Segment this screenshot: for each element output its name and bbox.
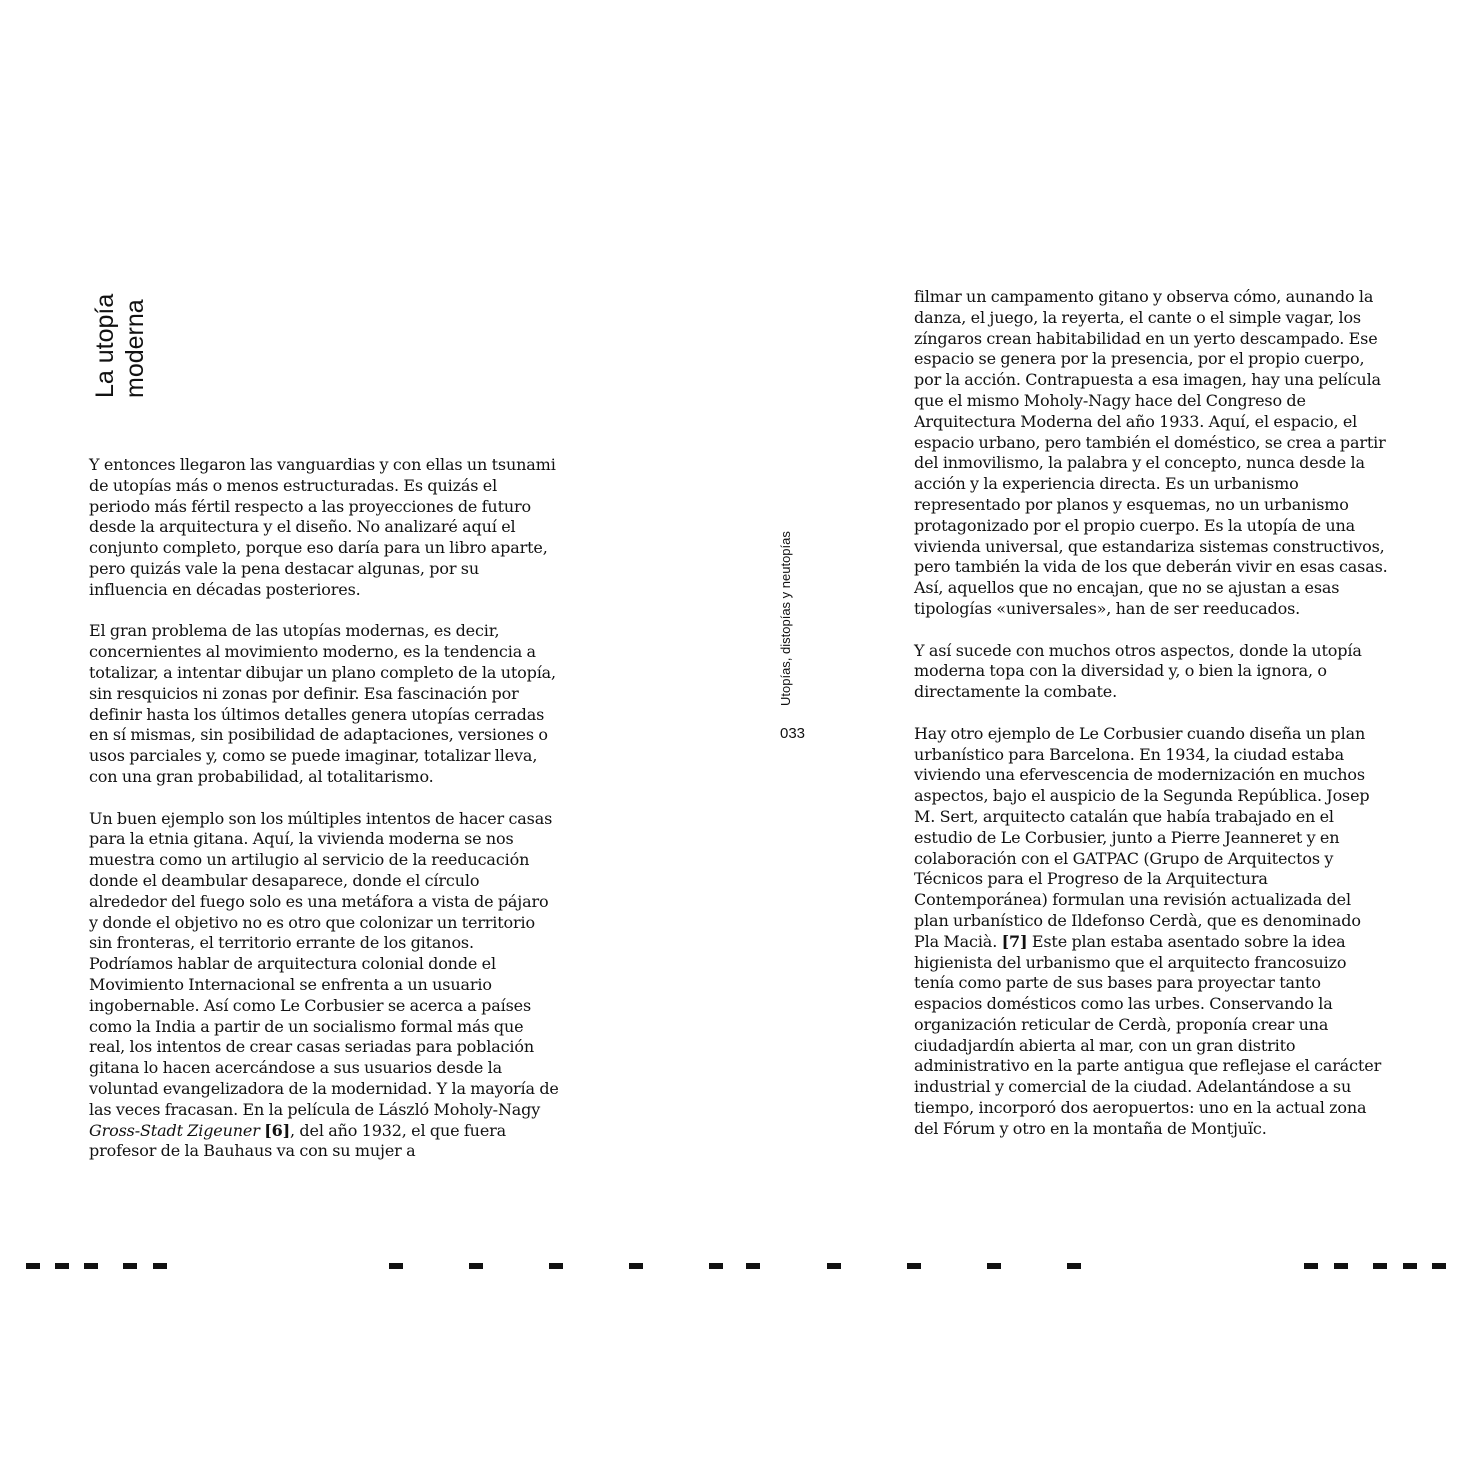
dash-mark xyxy=(84,1263,98,1269)
page-number: 033 xyxy=(780,725,806,742)
film-title: Gross-Stadt Zigeuner xyxy=(89,1120,260,1140)
dash-mark xyxy=(1432,1263,1446,1269)
dash-mark xyxy=(1373,1263,1387,1269)
dash-mark xyxy=(1403,1263,1417,1269)
decorative-dash-marks xyxy=(0,1260,1472,1272)
dash-mark xyxy=(123,1263,137,1269)
dash-mark xyxy=(549,1263,563,1269)
dash-mark xyxy=(827,1263,841,1269)
dash-mark xyxy=(55,1263,69,1269)
chapter-title xyxy=(90,294,150,398)
reference-marker: [6] xyxy=(264,1120,291,1140)
dash-mark xyxy=(907,1263,921,1269)
dash-mark xyxy=(153,1263,167,1269)
dash-mark xyxy=(1304,1263,1318,1269)
dash-mark xyxy=(1334,1263,1348,1269)
dash-mark xyxy=(987,1263,1001,1269)
dash-mark xyxy=(709,1263,723,1269)
paragraph xyxy=(914,724,1388,1140)
dash-mark xyxy=(629,1263,643,1269)
chapter-title-line-2: moderna xyxy=(121,299,149,398)
right-text-column xyxy=(914,287,1388,1160)
paragraph-text: Este plan estaba asentado sobre la idea higienista del urbanismo que el arquitecto francosuizo tenía como parte de sus bases para proyectar tanto espacios domésticos como las urbes. Conservando la organización reticular de Cerdà, proponía crear una ciudadjardín abierta al mar, con un gran distrito administrativo en la parte antigua que reflejase el carácter industrial y comercial de la ciudad. Adelantándose a su tiempo, incorporó dos aeropuertos: uno en la actual zona del Fórum y otro en la montaña de Montjuïc. xyxy=(914,931,1382,1138)
left-text-column xyxy=(89,455,559,1183)
dash-mark xyxy=(26,1263,40,1269)
paragraph xyxy=(89,809,559,1163)
paragraph: filmar un campamento gitano y observa cómo, aunando la danza, el juego, la reyerta, el cante o el simple vagar, los zíngaros crean habitabilidad en un yerto descampado. Ese espacio se genera por la presencia, por el propio cuerpo, por la acción. Contrapuesta a esa imagen, hay una película que el mismo Moholy-Nagy hace del Congreso de Arquitectura Moderna del año 1933. Aquí, el espacio, el espacio urbano, pero también el doméstico, se crea a partir del inmovilismo, la palabra y el concepto, nunca desde la acción y la experiencia directa. Es un urbanismo representado por planos y esquemas, no un urbanismo protagonizado por el propio cuerpo. Es la utopía de una vivienda universal, que estandariza sistemas constructivos, pero también la vida de los que deberán vivir en esas casas. Así, aquellos que no encajan, que no se ajustan a esas tipologías «universales», han de ser reeducados. xyxy=(914,287,1388,618)
dash-mark xyxy=(469,1263,483,1269)
reference-marker: [7] xyxy=(1001,931,1028,951)
paragraph-text: , del año 1932, el que fuera profesor de la Bauhaus va con su mujer a xyxy=(89,1120,507,1161)
running-head: Utopías, distopías y neutopías xyxy=(778,531,793,706)
chapter-title-line-1: La utopía xyxy=(91,293,119,398)
paragraph: Y así sucede con muchos otros aspectos, donde la utopía moderna topa con la diversidad y, o bien la ignora, o directamente la combate. xyxy=(914,640,1362,702)
paragraph: El gran problema de las utopías modernas, es decir, concernientes al movimiento moderno, es la tendencia a totalizar, a intentar dibujar un plano completo de la utopía, sin resquicios ni zonas por definir. Esa fascinación por definir hasta los últimos detalles genera utopías cerradas en sí mismas, sin posibilidad de adaptaciones, versiones o usos parciales y, como se puede imaginar, totalizar lleva, con una gran probabilidad, al totalitarismo. xyxy=(89,621,556,786)
paragraph-text: Un buen ejemplo son los múltiples intentos de hacer casas para la etnia gitana. Aquí, la vivienda moderna se nos muestra como un artilugio al servicio de la reeducación donde el deambular desaparece, donde el círculo alrededor del fuego solo es una metáfora a vista de pájaro y donde el objetivo no es otro que colonizar un territorio sin fronteras, el territorio errante de los gitanos. Podríamos hablar de arquitectura colonial donde el Movimiento Internacional se enfrenta a un usuario ingobernable. Así como Le Corbusier se acerca a países como la India a partir de un socialismo formal más que real, los intentos de crear casas seriadas para población gitana lo hacen acercándose a sus usuarios desde la voluntad evangelizadora de la modernidad. Y la mayoría de las veces fracasan. En la película de László Moholy-Nagy xyxy=(89,808,559,1119)
dash-mark xyxy=(746,1263,760,1269)
dash-mark xyxy=(1067,1263,1081,1269)
paragraph: Y entonces llegaron las vanguardias y con ellas un tsunami de utopías más o menos estructuradas. Es quizás el periodo más fértil respecto a las proyecciones de futuro desde la arquitectura y el diseño. No analizaré aquí el conjunto completo, porque eso daría para un libro aparte, pero quizás vale la pena destacar algunas, por su influencia en décadas posteriores. xyxy=(89,455,556,599)
paragraph-text: Hay otro ejemplo de Le Corbusier cuando diseña un plan urbanístico para Barcelona. En 1934, la ciudad estaba viviendo una efervescencia de modernización en muchos aspectos, bajo el auspicio de la Segunda República. Josep M. Sert, arquitecto catalán que había trabajado en el estudio de Le Corbusier, junto a Pierre Jeanneret y en colaboración con el GATPAC (Grupo de Arquitectos y Técnicos para el Progreso de la Arquitectura Contemporánea) formulan una revisión actualizada del plan urbanístico de Ildefonso Cerdà, que es denominado Pla Macià. xyxy=(914,723,1370,951)
dash-mark xyxy=(389,1263,403,1269)
